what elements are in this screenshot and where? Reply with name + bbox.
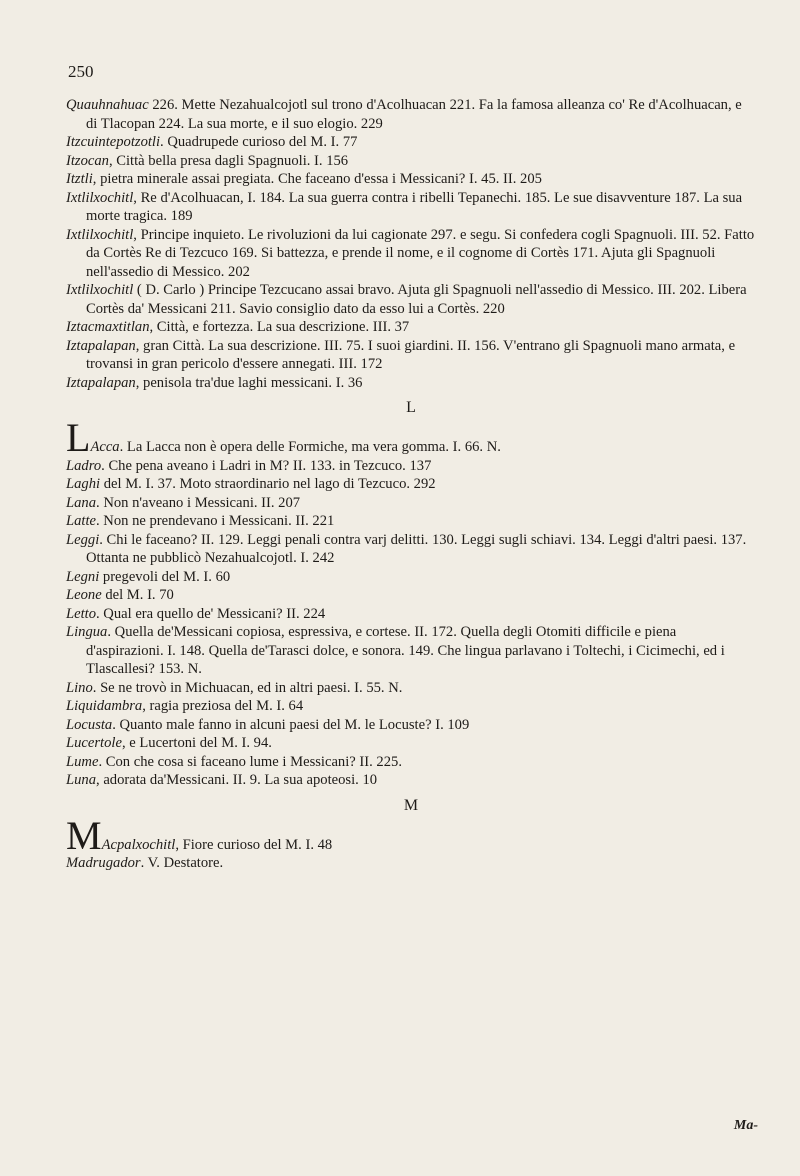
index-entry xyxy=(66,716,756,735)
entry-text: . V. Destatore. xyxy=(140,855,224,871)
index-column xyxy=(66,96,756,873)
headword: Quauhnahuac xyxy=(66,97,149,113)
section-letter-l: L xyxy=(406,399,416,416)
headword: Itztli xyxy=(66,171,93,187)
entry-text: , adorata da'Messicani. II. 9. La sua apoteosi. 10 xyxy=(96,772,378,788)
index-entry xyxy=(66,133,756,152)
entries-m xyxy=(66,854,756,873)
entry-text: . Quella de'Messicani copiosa, espressiva, e cortese. II. 172. Quella degli Otomiti difficile e piena d'aspirazioni. I. 148. Quella de'Tarasci dolce, e sonora. 149. Che lingua parlavano i Toltechi, i Cicimechi, ed i Tlascallesi? 153. N. xyxy=(86,624,725,677)
index-entry xyxy=(66,475,756,494)
headword: Letto xyxy=(66,605,96,622)
index-entry xyxy=(66,96,756,133)
entry-text: . Chi le faceano? II. 129. Leggi penali contra varj delitti. 130. Leggi sugli schiavi. 134. Leggi d'altri paesi. 137. Ottanta ne pubblicò Nezahualcojotl. I. 242 xyxy=(86,531,747,566)
entry-text: , Fiore curioso del M. I. 48 xyxy=(175,836,333,853)
headword: Ladro xyxy=(66,457,102,474)
entry-text: 226. Mette Nezahualcojotl sul trono d'Acolhuacan 221. Fa la famosa alleanza co' Re d'Acolhuacan, e di Tlacopan 224. La sua morte, e il suo elogio. 229 xyxy=(86,97,742,132)
headword: Lucertole xyxy=(66,735,122,751)
entry-text: , pietra minerale assai pregiata. Che faceano d'essa i Messicani? I. 45. II. 205 xyxy=(92,171,542,187)
catchword: Ma- xyxy=(733,1118,758,1133)
entry-text: , ragia preziosa del M. I. 64 xyxy=(142,698,304,714)
index-entry xyxy=(66,512,756,531)
headword: Itzcuintepotzotli xyxy=(66,134,161,150)
entry-text: , penisola tra'due laghi messicani. I. 36 xyxy=(135,374,363,391)
headword: Legni xyxy=(66,568,100,585)
headword: Leggi xyxy=(66,531,100,548)
headword: Iztapalapan xyxy=(66,374,136,391)
drop-cap-m: M xyxy=(66,812,102,858)
entry-text: . Se ne trovò in Michuacan, ed in altri paesi. I. 55. N. xyxy=(92,679,403,696)
entry-text: , Città bella presa dagli Spagnuoli. I. 156 xyxy=(108,152,349,169)
headword: Itzocan xyxy=(66,152,109,169)
index-entry xyxy=(66,189,756,226)
headword: Ixtlilxochitl xyxy=(66,282,134,298)
index-entry xyxy=(66,457,756,476)
entry-text: . Non ne prendevano i Messicani. II. 221 xyxy=(96,513,335,529)
index-entry xyxy=(66,318,756,337)
headword: Lume xyxy=(66,753,99,770)
headword: Iztapalapan xyxy=(66,337,136,354)
entries-l xyxy=(66,457,756,790)
entry-text: , Re d'Acolhuacan, I. 184. La sua guerra contra i ribelli Tepanechi. 185. Le sue disavventure 187. La sua morte tragica. 189 xyxy=(86,189,743,224)
entry-text: . Con che cosa si faceano lume i Messicani? II. 225. xyxy=(98,753,402,770)
drop-cap-l: L xyxy=(66,415,91,460)
headword: Lino xyxy=(66,679,93,696)
headword: Locusta xyxy=(66,716,113,733)
headword: Lana xyxy=(66,494,97,511)
headword: Madrugador xyxy=(66,855,141,871)
index-entry xyxy=(66,753,756,772)
index-entry xyxy=(66,623,756,679)
entries-i xyxy=(66,96,756,392)
entry-text: . Che pena aveano i Ladri in M? II. 133. in Tezcuco. 137 xyxy=(101,457,432,474)
headword: Acpalxochitl xyxy=(101,836,176,853)
entry-text: del M. I. 37. Moto straordinario nel lago di Tezcuco. 292 xyxy=(100,476,436,492)
index-entry xyxy=(66,226,756,282)
index-entry xyxy=(66,734,756,753)
headword: Iztacmaxtitlan xyxy=(66,319,150,335)
index-entry-lacca xyxy=(66,415,756,460)
headword: Ixtlilxochitl xyxy=(66,226,134,243)
entry-text: . La Lacca non è opera delle Formiche, ma vera gomma. I. 66. N. xyxy=(119,439,501,455)
index-entry-macpalxochitl xyxy=(66,812,756,858)
headword: Luna xyxy=(66,772,97,788)
headword: Laghi xyxy=(66,476,101,492)
index-entry xyxy=(66,337,756,374)
index-entry xyxy=(66,152,756,171)
section-letter-m: M xyxy=(403,796,419,814)
index-entry xyxy=(66,494,756,513)
entry-text: , e Lucertoni del M. I. 94. xyxy=(121,735,272,751)
entry-text: pregevoli del M. I. 60 xyxy=(99,568,231,585)
index-entry xyxy=(66,568,756,587)
entry-text: . Non n'aveano i Messicani. II. 207 xyxy=(96,494,301,511)
index-entry xyxy=(66,586,756,605)
headword: Liquidambra xyxy=(66,698,143,714)
index-entry xyxy=(66,170,756,189)
entry-text: ( D. Carlo ) Principe Tezcucano assai bravo. Ajuta gli Spagnuoli nell'assedio di Messico. III. 202. Libera Cortès da' Messicani 211. Savio consiglio dato da esso lui a Cortès. 220 xyxy=(86,282,747,317)
page-number: 250 xyxy=(68,62,94,81)
index-entry xyxy=(66,281,756,318)
entry-text: , Principe inquieto. Le rivoluzioni da lui cagionate 297. e segu. Si confedera cogli Spagnuoli. III. 52. Fatto da Cortès Re di Tezcuco 169. Si battezza, e prende il nome, e il cognome di Cortès 171. Ajuta gli Spagnuoli nell'assedio di Messico. 202 xyxy=(86,226,755,280)
entry-text: . Quanto male fanno in alcuni paesi del M. le Locuste? I. 109 xyxy=(112,716,470,733)
index-entry xyxy=(66,531,756,568)
entry-text: . Qual era quello de' Messicani? II. 224 xyxy=(96,605,326,622)
index-entry xyxy=(66,679,756,698)
headword: Leone xyxy=(66,587,102,603)
index-entry xyxy=(66,854,756,873)
index-entry xyxy=(66,374,756,393)
index-entry xyxy=(66,605,756,624)
entry-text: del M. I. 70 xyxy=(101,587,174,603)
headword: Latte xyxy=(66,513,96,529)
index-entry xyxy=(66,771,756,790)
headword: Acca xyxy=(90,439,120,455)
entry-text: , Città, e fortezza. La sua descrizione. III. 37 xyxy=(149,319,410,335)
headword: Ixtlilxochitl xyxy=(66,189,134,206)
headword: Lingua xyxy=(66,624,108,640)
index-entry xyxy=(66,697,756,716)
entry-text: . Quadrupede curioso del M. I. 77 xyxy=(160,134,358,150)
entry-text: , gran Città. La sua descrizione. III. 75. I suoi giardini. II. 156. V'entrano gli Spagnuoli mano armata, e trovansi in gran pericolo d'essere annegati. III. 172 xyxy=(86,337,736,372)
